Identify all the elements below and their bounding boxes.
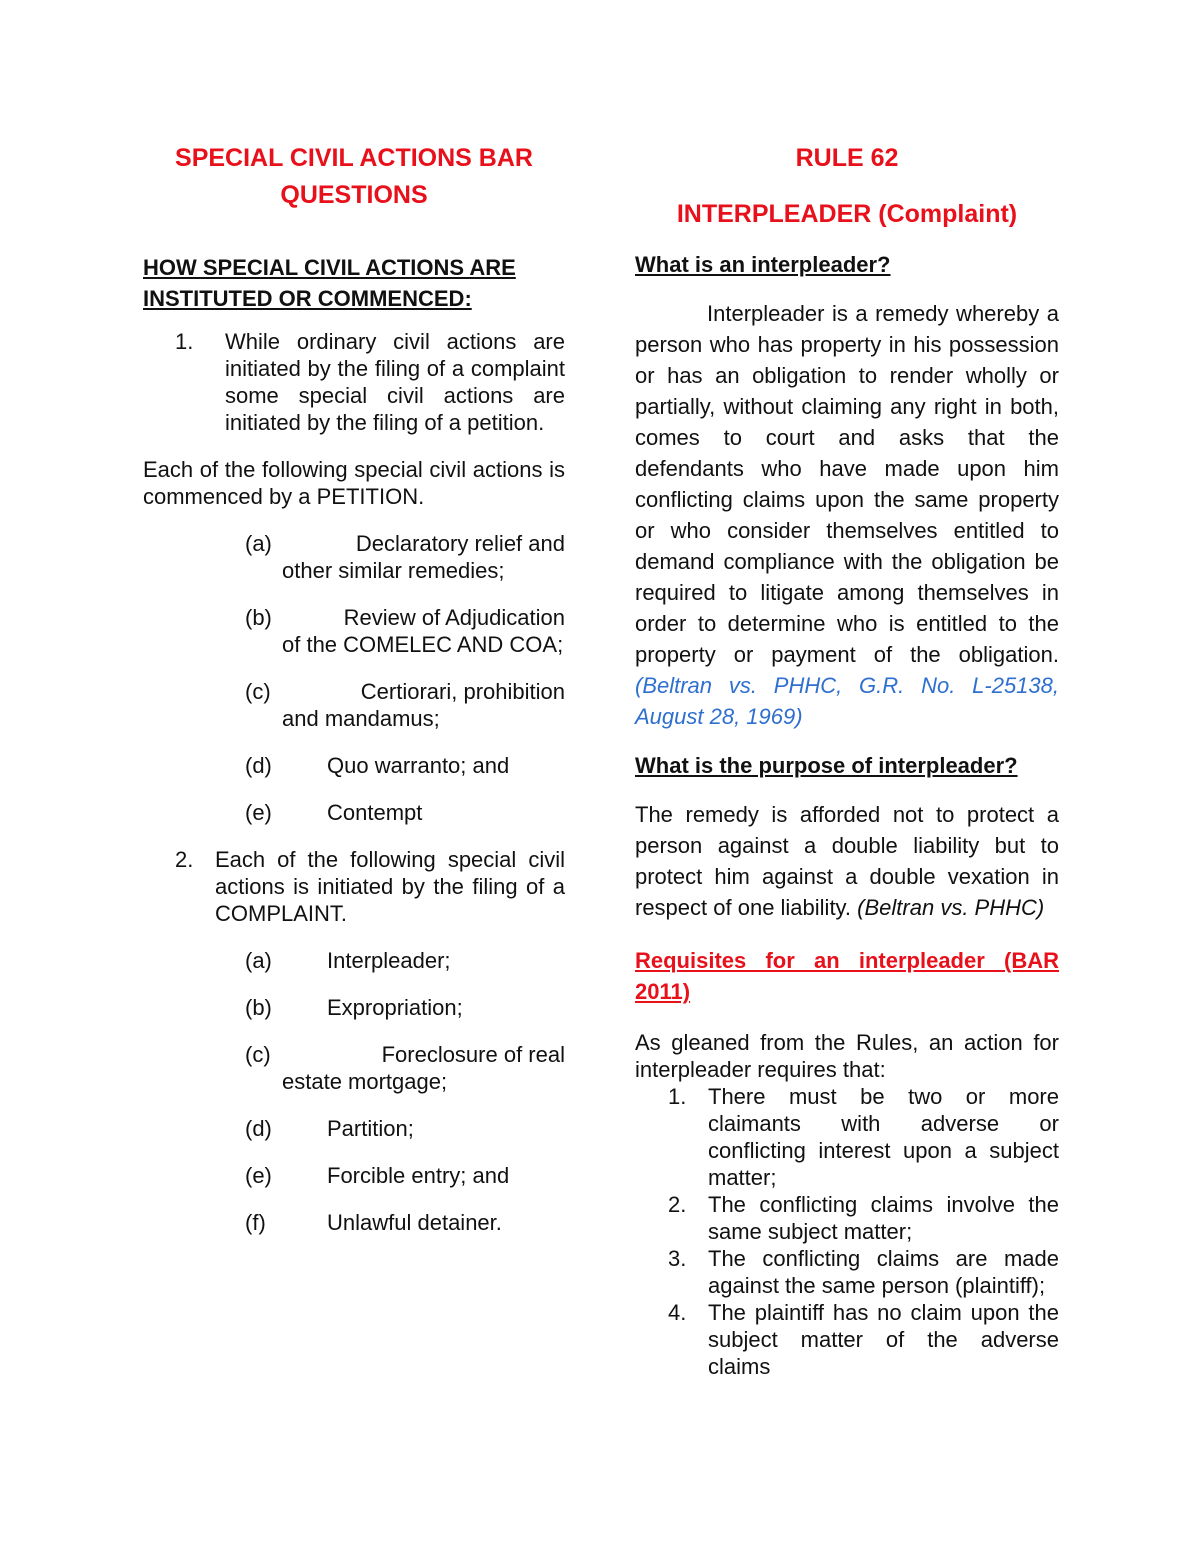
requisite-4: 4. The plaintiff has no claim upon the subject matter of the adverse claims	[668, 1300, 1059, 1379]
rule-subtitle: INTERPLEADER (Complaint)	[676, 200, 1018, 228]
complaint-item-d: (d) Partition;	[245, 1116, 414, 1141]
petition-item-c: (c) Certiorari, prohibition and mandamus;	[245, 679, 565, 731]
q2-heading: What is the purpose of interpleader?	[635, 753, 1018, 778]
requisite-3: 3. The conflicting claims are made against the same person (plaintiff);	[668, 1246, 1059, 1298]
document-title: SPECIAL CIVIL ACTIONS BAR QUESTIONS	[175, 144, 533, 209]
complaint-item-a: (a) Interpleader;	[245, 948, 451, 973]
requisites-heading: Requisites for an interpleader (BAR 2011)	[635, 948, 1059, 1004]
q2-citation: (Beltran vs. PHHC)	[857, 895, 1045, 920]
left-column	[143, 140, 565, 1236]
complaint-item-f: (f) Unlawful detainer.	[245, 1210, 502, 1235]
petition-item-a: (a) Declaratory relief and other similar remedies;	[245, 531, 565, 583]
complaint-list	[143, 947, 565, 1236]
rule-title: RULE 62	[795, 144, 899, 172]
requisite-1: 1. There must be two or more claimants with adverse or conflicting interest upon a subject matter;	[668, 1084, 1059, 1190]
q1-body: Interpleader is a remedy whereby a person who has property in his possession or has an obligation to render wholly or partially, without claiming any right in both, comes to court and asks that the defendants who have made upon him conflicting claims upon the same property or who consider themselves entitled to demand compliance with the obligation be required to litigate among themselves in order to determine who is entitled to the property or payment of the obligation. (Beltran vs. PHHC, G.R. No. L-25138, August 28, 1969)	[635, 301, 1059, 729]
petition-item-b: (b) Review of Adjudication of the COMELEC AND COA;	[245, 605, 565, 657]
list-item-1: 1. While ordinary civil actions are initiated by the filing of a complaint some special civil actions are initiated by the filing of a petition.	[175, 329, 565, 435]
complaint-item-b: (b) Expropriation;	[245, 995, 463, 1020]
complaint-item-c: (c) Foreclosure of real estate mortgage;	[245, 1042, 565, 1094]
petition-item-d: (d) Quo warranto; and	[245, 753, 510, 778]
q2-body: The remedy is afforded not to protect a person against a double liability but to protect him against a double vexation in respect of one liability. (Beltran vs. PHHC)	[635, 802, 1059, 920]
list-item-2: 2. Each of the following special civil actions is initiated by the filing of a COMPLAINT.	[175, 847, 565, 926]
petition-list	[143, 530, 565, 826]
petition-intro: Each of the following special civil actions is commenced by a PETITION.	[143, 457, 565, 509]
requisites-list	[635, 1083, 1059, 1380]
section-heading: HOW SPECIAL CIVIL ACTIONS ARE INSTITUTED OR COMMENCED:	[143, 255, 516, 311]
q1-citation: (Beltran vs. PHHC, G.R. No. L-25138, August 28, 1969)	[635, 673, 1059, 729]
requisites-intro: As gleaned from the Rules, an action for interpleader requires that:	[635, 1030, 1059, 1082]
right-column	[635, 140, 1059, 1380]
complaint-item-e: (e) Forcible entry; and	[245, 1163, 510, 1188]
q1-heading: What is an interpleader?	[635, 252, 891, 277]
requisite-2: 2. The conflicting claims involve the same subject matter;	[668, 1192, 1059, 1244]
petition-item-e: (e) Contempt	[245, 800, 423, 825]
